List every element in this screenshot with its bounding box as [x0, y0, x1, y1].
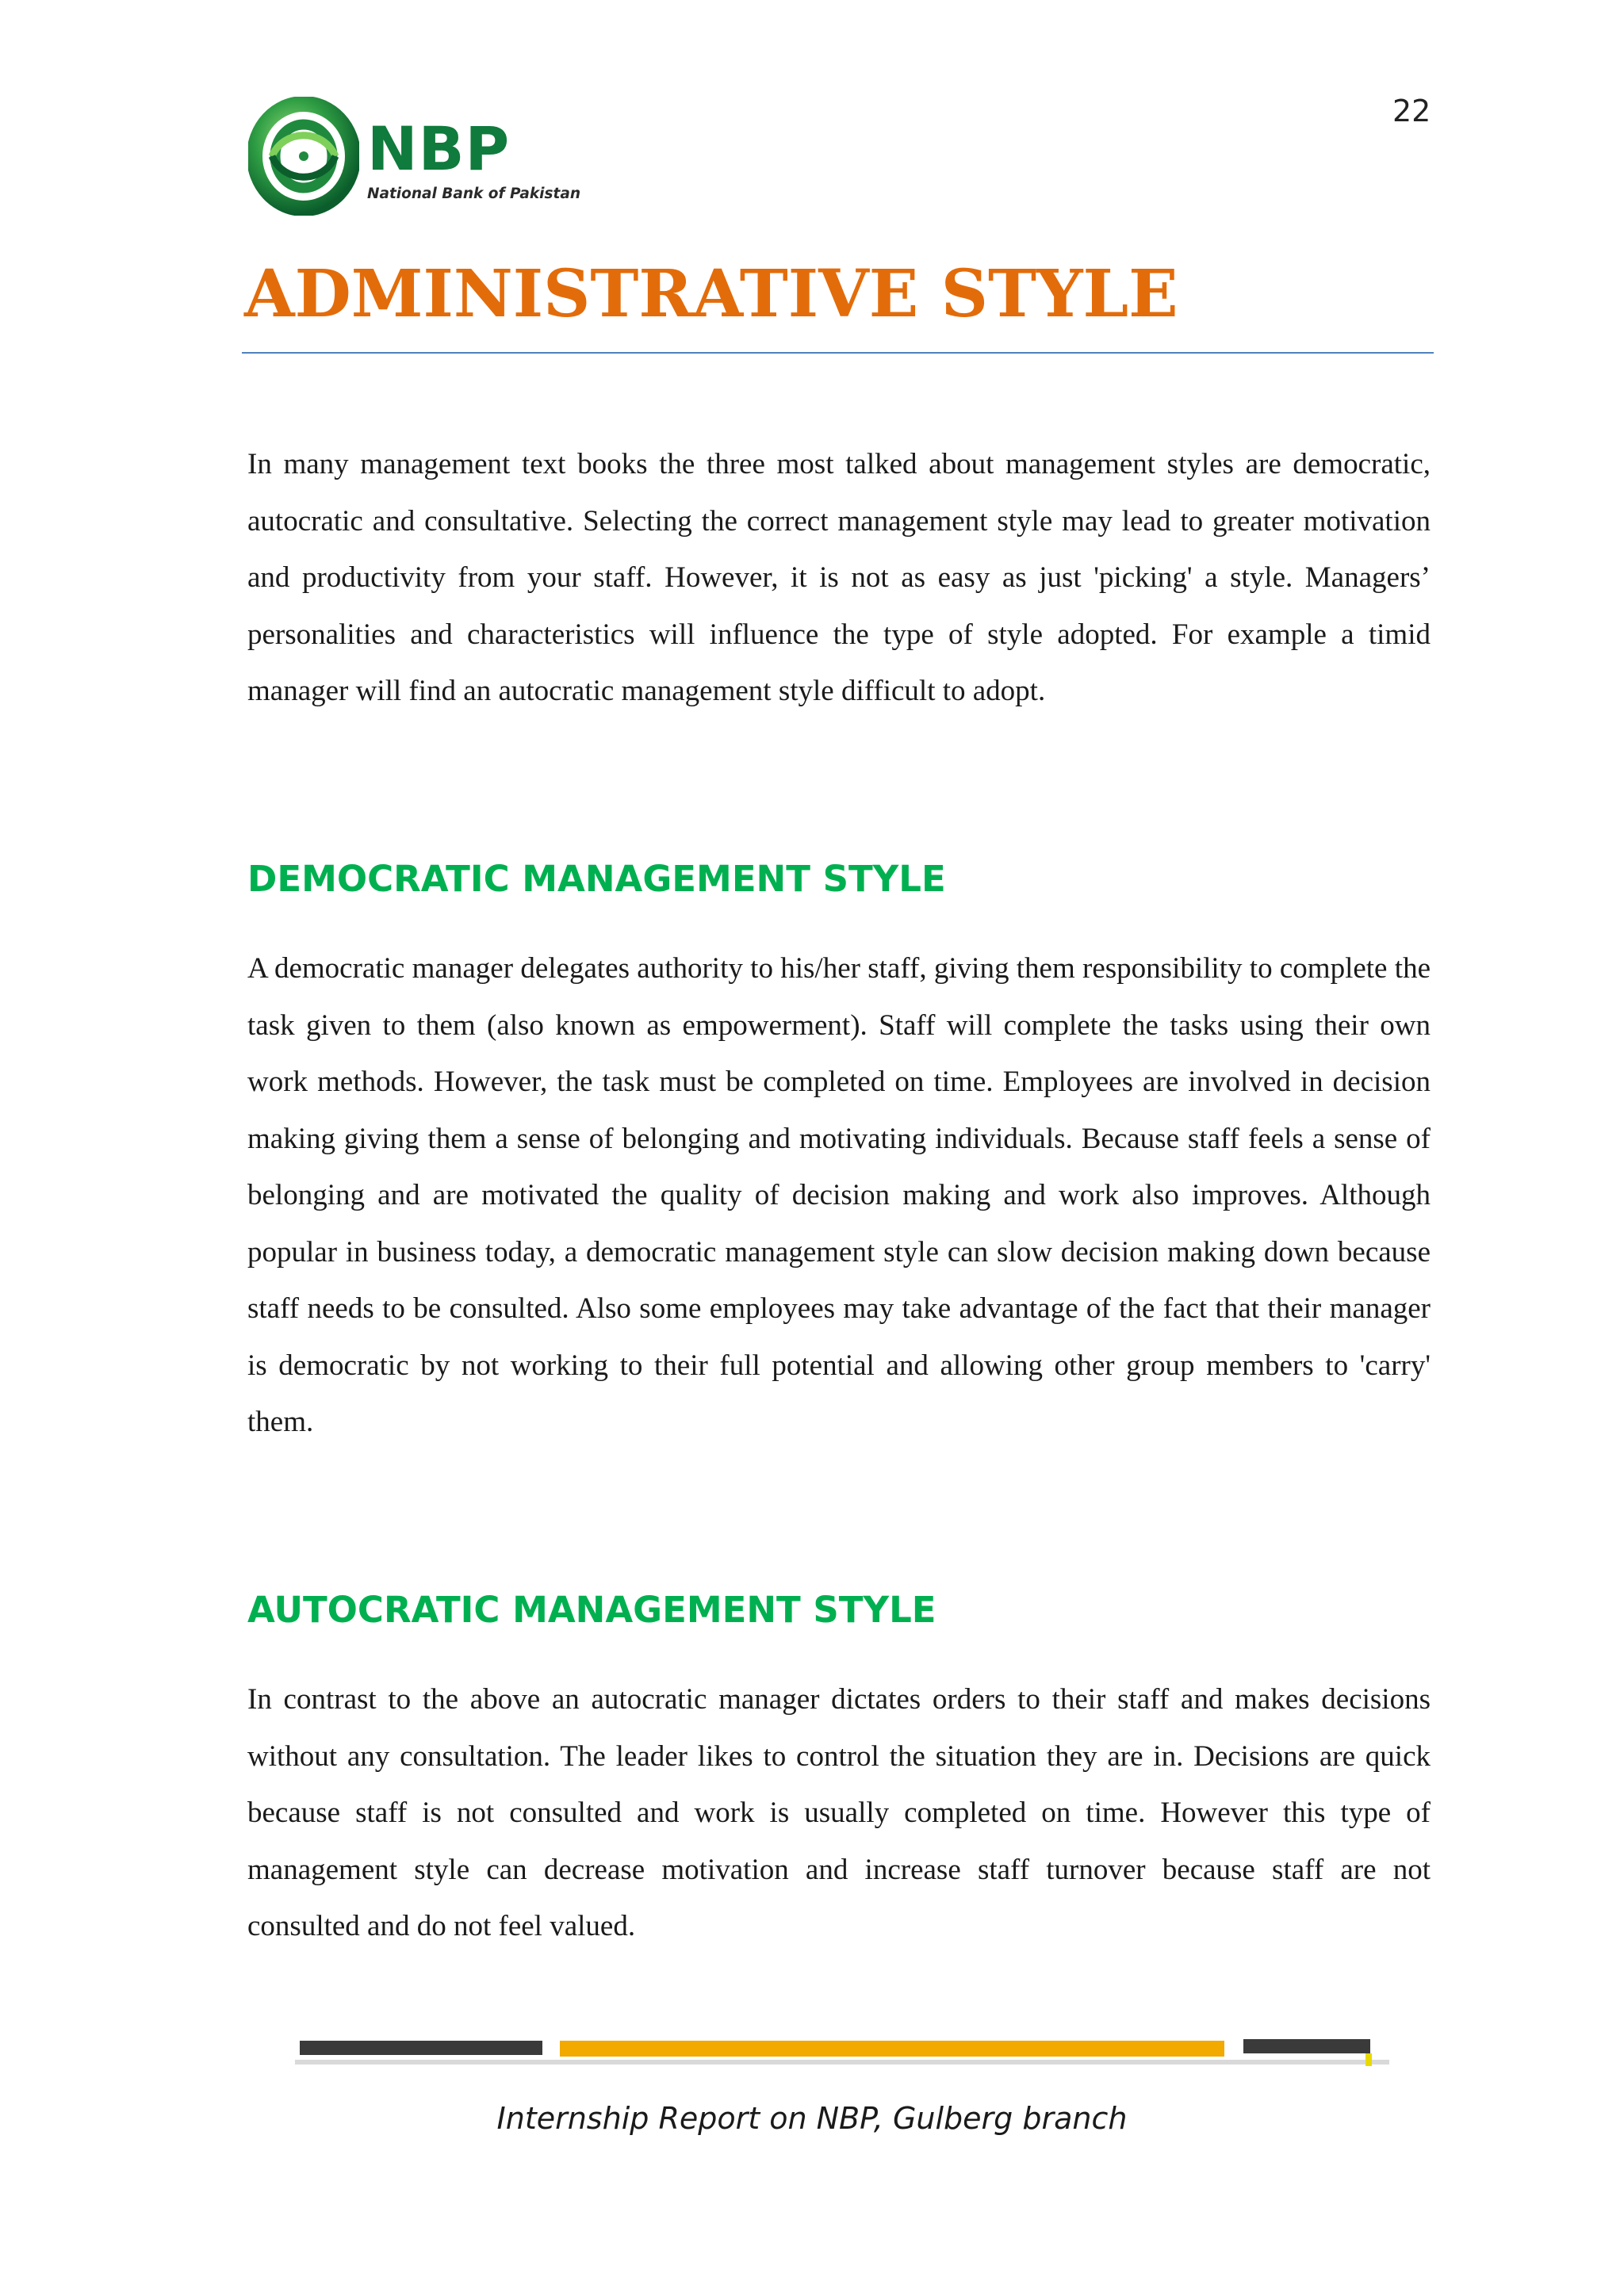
- nbp-logo: [248, 97, 605, 216]
- title-divider: [242, 352, 1434, 354]
- intro-paragraph: In many management text books the three most talked about management styles are democratic, autocratic and consultative. Selecting the correct management style may lead to greater motivation and productivity from your staff. However, it is not as easy as just 'picking' a style. Managers’ personalities and characteristics will influence the type of style adopted. For example a timid manager will find an autocratic management style difficult to adopt.: [247, 448, 1431, 707]
- footer-bar-right: [1243, 2039, 1370, 2053]
- nbp-emblem-icon: [248, 97, 359, 216]
- footer-decorative-bars: [295, 2030, 1389, 2077]
- autocratic-paragraph: In contrast to the above an autocratic manager dictates orders to their staff and makes decisions without any consultation. The leader likes to control the situation they are in. Decisions are quick because staff is not consulted and work is usually completed on time. However this type of management style can decrease motivation and increase staff turnover because staff are not consulted and do not feel valued.: [247, 1683, 1431, 1942]
- section-heading-autocratic: AUTOCRATIC MANAGEMENT STYLE: [247, 1589, 936, 1631]
- footer-bar-middle: [560, 2041, 1224, 2057]
- page-number: 22: [1392, 94, 1431, 128]
- footer-caption: Internship Report on NBP, Gulberg branch: [496, 2101, 1128, 2136]
- footer-bar-left: [300, 2041, 542, 2055]
- logo-tagline: National Bank of Pakistan: [367, 186, 581, 202]
- logo-wordmark: NBP: [367, 113, 511, 184]
- page-title: ADMINISTRATIVE STYLE: [244, 256, 1178, 332]
- democratic-paragraph: A democratic manager delegates authority to his/her staff, giving them responsibility to complete the task given to them (also known as empowerment). Staff will complete the tasks using their own work methods. However, the task must be completed on time. Employees are involved in decision making giving them a sense of belonging and motivating individuals. Because staff feels a sense of belonging and are motivated the quality of decision making and work also improves. Although popular in business today, a democratic management style can slow decision making down because staff needs to be consulted. Also some employees may take advantage of the fact that their manager is democratic by not working to their full potential and allowing other group members to 'carry' them.: [247, 952, 1431, 1438]
- section-heading-democratic: DEMOCRATIC MANAGEMENT STYLE: [247, 858, 946, 900]
